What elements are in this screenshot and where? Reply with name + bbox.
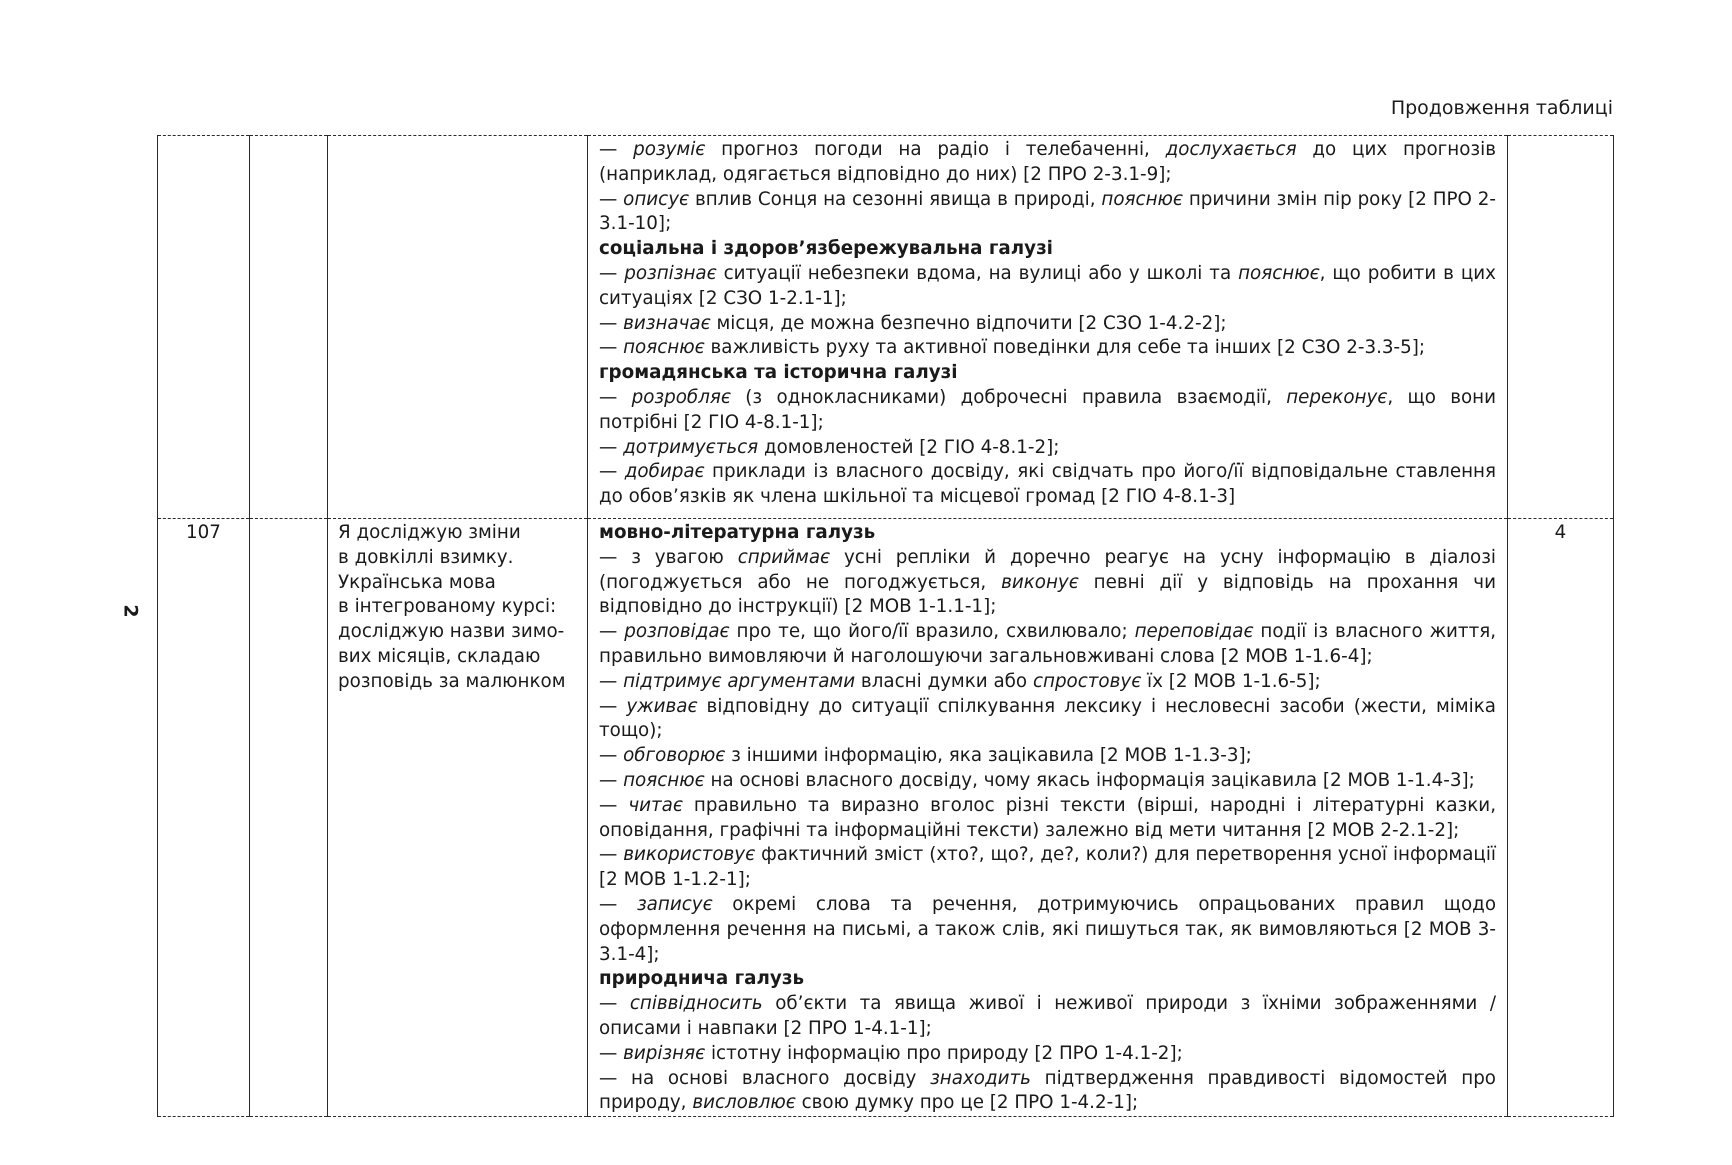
outcome-item <box>599 546 1496 620</box>
topic-line: вих місяців, складаю <box>338 645 541 667</box>
subject-area-heading: громадянська та історична галузі <box>599 362 958 384</box>
dash-marker: — <box>599 993 630 1015</box>
outcome-text: окремі слова та речення, дотримуючись опрацьованих правил щодо оформлення речення на письмі, а також слів, які пишуться так, як вимовляються [2 МОВ 3-3.1-4]; <box>599 893 1496 965</box>
dash-marker: — <box>599 139 634 160</box>
outcome-item <box>599 893 1496 967</box>
outcome-text: (з однокласниками) доброчесні правила взаємодії, <box>730 386 1287 408</box>
curriculum-table <box>157 135 1614 1117</box>
outcome-item <box>599 695 1496 745</box>
outcome-item <box>599 1042 1496 1067</box>
outcome-text: ситуації небезпеки вдома, на вулиці або у школі та <box>716 262 1239 284</box>
action-verb: добирає <box>624 461 705 483</box>
outcome-text: важливість руху та активної поведінки для себе та інших [2 СЗО 2-3.3-5]; <box>704 337 1426 359</box>
outcome-item <box>599 262 1496 312</box>
action-verb: виконує <box>1001 571 1079 593</box>
outcome-item <box>599 1067 1496 1117</box>
outcome-item <box>599 436 1496 461</box>
dash-marker: — <box>599 546 632 568</box>
topic-line: в довкіллі взимку. <box>338 546 514 568</box>
hours-cell: 4 <box>1508 519 1614 1117</box>
action-verb: підтримує аргументами <box>623 670 856 692</box>
action-verb: пояснює <box>623 769 705 791</box>
expected-results-cell <box>588 136 1508 519</box>
dash-marker: — <box>599 262 625 284</box>
dash-marker: — <box>599 188 624 210</box>
outcome-item <box>599 138 1496 188</box>
continued-label: Продовження таблиці <box>1390 97 1613 119</box>
outcome-text: усні репліки й доречно реагує на усну інформацію в діалозі (погоджується або не погоджується, <box>599 546 1496 593</box>
topic-line: досліджую назви зимо- <box>338 621 565 643</box>
action-verb: використовує <box>623 844 756 866</box>
outcome-text: на основі власного досвіду, чому якась інформація зацікавила [2 МОВ 1-1.4-3]; <box>704 769 1475 791</box>
action-verb: знаходить <box>930 1067 1031 1089</box>
action-verb: розуміє <box>633 139 706 160</box>
outcome-text: до цих прогнозів (наприклад, одягається відповідно до них) [2 ПРО 2-3.1-9]; <box>599 139 1496 185</box>
action-verb: висловлює <box>692 1092 796 1114</box>
dash-marker: — <box>599 312 624 334</box>
outcome-item <box>599 188 1496 238</box>
date-cell <box>250 519 328 1117</box>
lesson-number-cell: 107 <box>158 519 250 1117</box>
action-verb: розповідає <box>624 621 730 643</box>
outcome-item <box>599 769 1496 794</box>
outcome-item <box>599 336 1496 361</box>
topic-line: в інтегрованому курсі: <box>338 596 557 618</box>
dash-marker: — <box>599 337 624 359</box>
page-number: 2 <box>119 604 142 618</box>
action-verb: переповідає <box>1134 621 1254 643</box>
outcome-text: на основі власного досвіду <box>631 1067 931 1089</box>
outcome-text: об’єкти та явища живої і неживої природи з їхніми зображеннями / описами і навпаки [2 ПРО 1-4.1-1]; <box>599 993 1496 1039</box>
dash-marker: — <box>599 893 637 915</box>
outcome-text: про те, що його/її вразило, схвилювало; <box>729 621 1135 643</box>
dash-marker: — <box>599 1042 624 1064</box>
topic-line: Українська мова <box>338 571 496 593</box>
outcome-text: їх [2 МОВ 1-1.6-5]; <box>1141 670 1321 692</box>
subject-area-heading: мовно-літературна галузь <box>599 522 876 543</box>
action-verb: спростовує <box>1032 670 1142 692</box>
action-verb: дотримується <box>623 436 759 458</box>
outcome-text: , що робити в цих ситуаціях [2 СЗО 1-2.1-1]; <box>599 262 1497 309</box>
dash-marker: — <box>599 436 624 458</box>
action-verb: пояснює <box>623 337 705 359</box>
outcome-item <box>599 992 1496 1042</box>
outcome-text: з іншими інформацію, яка зацікавила [2 МОВ 1-1.3-3]; <box>725 745 1252 767</box>
action-verb: розпізнає <box>624 262 717 284</box>
outcome-text: відповідну до ситуації спілкування лексику і несловесні засоби (жести, міміка тощо); <box>599 695 1496 742</box>
outcome-text: приклади із власного досвіду, які свідчать про його/її відповідальне ставлення до обов’язків як члена шкільної та місцевої громад [2 ГІО 4-8.1-3] <box>599 461 1497 508</box>
dash-marker: — <box>599 1067 631 1089</box>
dash-marker: — <box>599 769 624 791</box>
outcome-text: підтвердження правдивості відомостей про природу, <box>599 1067 1496 1114</box>
action-verb: обговорює <box>623 745 726 767</box>
hours-cell <box>1508 136 1614 519</box>
topic-line: Я досліджую зміни <box>338 522 521 543</box>
dash-marker: — <box>599 386 632 408</box>
outcome-text: власні думки або <box>855 670 1033 692</box>
outcome-item <box>599 794 1496 844</box>
dash-marker: — <box>599 621 625 643</box>
outcome-text: з увагою <box>631 546 738 568</box>
table-row <box>158 519 1614 1117</box>
outcome-text: прогноз погоди на радіо і телебаченні, <box>705 139 1166 160</box>
outcome-item <box>599 670 1496 695</box>
action-verb: читає <box>628 794 683 816</box>
outcome-text: правильно та виразно вголос різні тексти (вірші, народні і літературні казки, оповідання, графічні та інформаційні тексти) залежно від мети читання [2 МОВ 2-2.1-2]; <box>599 794 1496 841</box>
lesson-number-cell <box>158 136 250 519</box>
dash-marker: — <box>599 844 624 866</box>
topic-line: розповідь за малюнком <box>338 670 566 692</box>
outcome-text: причини змін пір року [2 ПРО 2-3.1-10]; <box>599 188 1496 235</box>
topic-cell <box>328 136 588 519</box>
outcome-item <box>599 843 1496 893</box>
outcome-text: , що вони потрібні [2 ГІО 4-8.1-1]; <box>599 386 1496 433</box>
dash-marker: — <box>599 794 629 816</box>
action-verb: визначає <box>623 312 711 334</box>
outcome-text: вплив Сонця на сезонні явища в природі, <box>689 188 1102 210</box>
action-verb: переконує <box>1286 386 1388 408</box>
dash-marker: — <box>599 745 624 767</box>
outcome-item <box>599 460 1496 510</box>
dash-marker: — <box>599 670 624 692</box>
outcome-text: істотну інформацію про природу [2 ПРО 1-4.1-2]; <box>705 1042 1183 1064</box>
action-verb: дослухається <box>1165 139 1297 160</box>
expected-results-cell <box>588 519 1508 1117</box>
outcome-text: місця, де можна безпечно відпочити [2 СЗО 1-4.2-2]; <box>710 312 1227 334</box>
outcome-item <box>599 620 1496 670</box>
outcome-item <box>599 312 1496 337</box>
action-verb: сприймає <box>737 546 831 568</box>
topic-cell <box>328 519 588 1117</box>
dash-marker: — <box>599 695 627 717</box>
date-cell <box>250 136 328 519</box>
action-verb: пояснює <box>1101 188 1183 210</box>
subject-area-heading: природнича галузь <box>599 968 805 990</box>
action-verb: вирізняє <box>623 1042 706 1064</box>
action-verb: співвідносить <box>629 993 763 1015</box>
action-verb: розробляє <box>631 386 731 408</box>
outcome-text: домовленостей [2 ГІО 4-8.1-2]; <box>758 436 1060 458</box>
outcome-text: певні дії у відповідь на прохання чи відповідно до інструкції) [2 МОВ 1-1.1-1]; <box>599 571 1496 618</box>
action-verb: пояснює <box>1238 262 1320 284</box>
outcome-item <box>599 744 1496 769</box>
dash-marker: — <box>599 461 625 483</box>
outcome-item <box>599 386 1496 436</box>
outcome-text: фактичний зміст (хто?, що?, де?, коли?) для перетворення усної інформації [2 МОВ 1-1.2-1]; <box>599 844 1497 891</box>
action-verb: описує <box>623 188 690 210</box>
outcome-text: свою думку про це [2 ПРО 1-4.2-1]; <box>795 1092 1139 1114</box>
table-row <box>158 136 1614 519</box>
outcome-text: події із власного життя, правильно вимовляючи й наголошуючи загальновживані слова [2 МОВ 1-1.6-4]; <box>599 621 1497 667</box>
action-verb: записує <box>636 893 713 915</box>
action-verb: уживає <box>626 695 698 717</box>
subject-area-heading: соціальна і здоров’язбережувальна галузі <box>599 238 1053 260</box>
